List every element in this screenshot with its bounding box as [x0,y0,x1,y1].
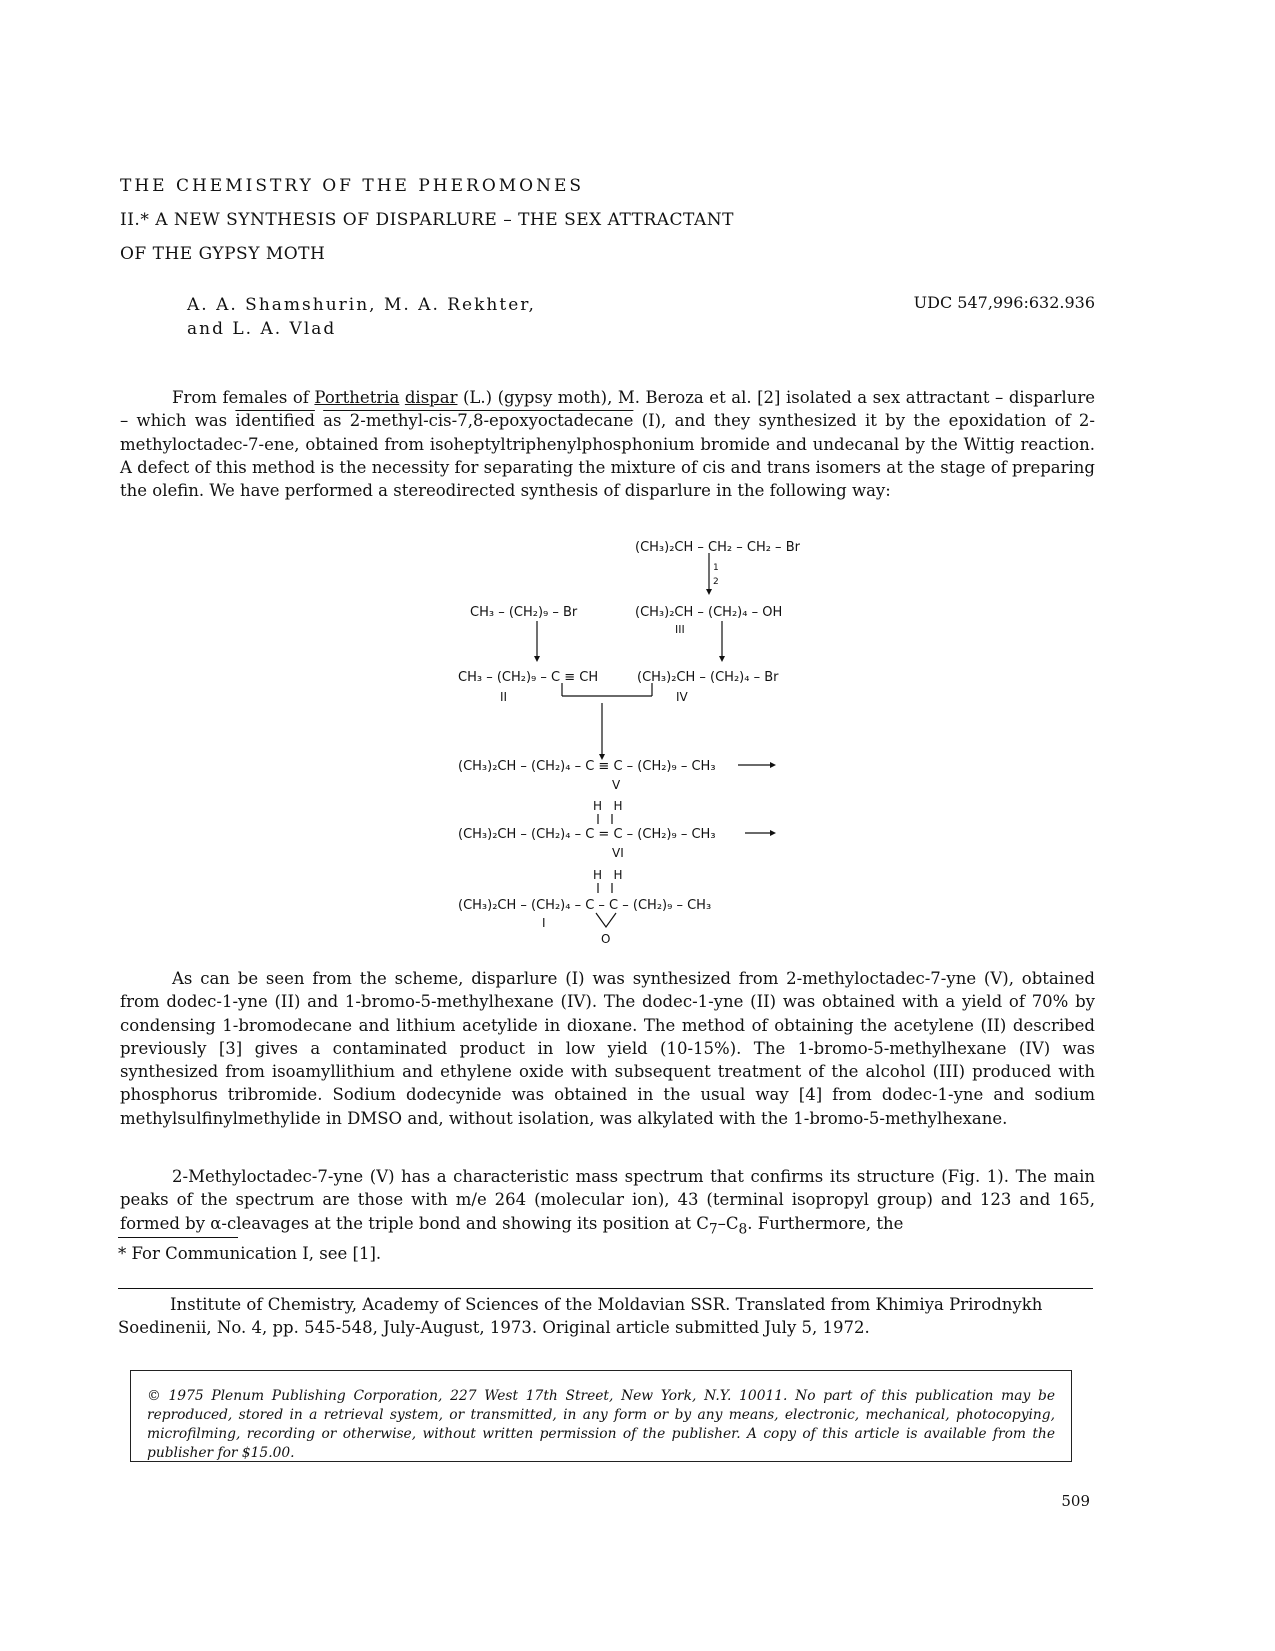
copyright-text: © 1975 Plenum Publishing Corporation, 227 West 17th Street, New York, N.Y. 10011. No part of this publication may be reproduced, stored in a retrieval system, or transmitted, in any form or by any means, electronic, mechanical, photocopying, microfilming, recording or otherwise, without written permission of the publisher. A copy of this article is available from the publisher for $15.00. [147,1388,1055,1461]
scheme-label-III: III [675,623,685,636]
scheme-label-VI: VI [612,846,624,860]
scheme-row-2a: CH₃ – (CH₂)₉ – Br [470,605,578,620]
intro-paragraph [120,386,1095,502]
article-title-line-1: II.* A NEW SYNTHESIS OF DISPARLURE – THE SEX ATTRACTANT [120,210,734,230]
scheme-step-1: 1 [713,563,719,573]
paragraph-3-text: 2-Methyloctadec-7-yne (V) has a characteristic mass spectrum that confirms its structure (Fig. 1). The main peaks of the spectrum are those with m/e 264 (molecular ion), 43 (terminal isopropyl group) and 123 and 165, formed by α-cleavages at the triple bond and showing its position at [120,1167,1095,1233]
institute-text: Institute of Chemistry, Academy of Sciences of the Moldavian SSR. Translated from Khimiya Prirodnykh Soedinenii, No. 4, pp. 545-548, July-August, 1973. Original article submitted July 5, 1972. [118,1295,1043,1337]
paragraph-2-text: As can be seen from the scheme, disparlure (I) was synthesized from 2-methyloctadec-7-yne (V), obtained from dodec-1-yne (II) and 1-bromo-5-methylhexane (IV). The dodec-1-yne (II) was obtained with a yield of 70% by condensing 1-bromodecane and lithium acetylide in dioxane. The method of obtaining the acetylene (II) described previously [3] gives a contaminated product in low yield (10-15%). The 1-bromo-5-methylhexane (IV) was synthesized from isoamyllithium and ethylene oxide with subsequent treatment of the alcohol (III) produced with phosphorus tribromide. Sodium dodecynide was obtained in the usual way [4] from dodec-1-yne and sodium methylsulfinylmethylide in DMSO and, without isolation, was alkylated with the 1-bromo-5-methylhexane. [120,969,1095,1128]
page-number: 509 [1061,1492,1090,1510]
scheme-row-5: (CH₃)₂CH – (CH₂)₄ – C = C – (CH₂)₉ – CH₃ [458,827,716,842]
scheme-row-1: (CH₃)₂CH – CH₂ – CH₂ – Br [635,540,800,555]
paragraph-3 [120,1165,1095,1241]
intro-text-3: (L.) (gypsy moth), M. Beroza et al. [2] isolated a sex attractant – disparlure – which was [120,388,1095,431]
footnote: * For Communication I, see [1]. [118,1244,382,1263]
intro-text-5: (I), and they synthesized it by the epoxidation of 2-methyloctadec-7-ene, obtained from isoheptyltriphenylphosphonium bromide and undecanal by the Wittig reaction. A defect of this method is the necessity for separating the mixture of cis and trans isomers at the stage of preparing the olefin. We have performed a stereodirected synthesis of disparlure in the following way: [120,411,1095,501]
institute-divider [118,1288,1093,1289]
scheme-hh-2: H H [593,868,623,882]
synthesis-scheme [440,533,820,953]
carbon-b: C [725,1213,739,1233]
genus-name: Porthetria [314,388,400,407]
udc-code: UDC 547,996:632.936 [913,293,1095,312]
scheme-label-II: II [500,690,508,704]
scheme-oxygen: O [601,932,611,946]
scheme-label-V: V [612,778,621,792]
authors [187,293,536,341]
series-title: THE CHEMISTRY OF THE PHEROMONES [120,176,585,196]
scheme-label-I: I [542,916,546,930]
scheme-row-4: (CH₃)₂CH – (CH₂)₄ – C ≡ C – (CH₂)₉ – CH₃ [458,759,716,774]
institute-note [118,1293,1093,1339]
footnote-divider [118,1237,238,1238]
scheme-row-2b: (CH₃)₂CH – (CH₂)₄ – OH [635,605,783,620]
subscript-7: 7 [708,1220,718,1237]
article-title-line-2: OF THE GYPSY MOTH [120,244,326,264]
scheme-row-3a: CH₃ – (CH₂)₉ – C ≡ CH [458,670,599,685]
carbon-a: C [696,1213,709,1233]
copyright-box [130,1370,1072,1462]
intro-overlined-1: identified [235,411,315,431]
scheme-row-3b: (CH₃)₂CH – (CH₂)₄ – Br [637,670,779,685]
subscript-8: 8 [738,1220,748,1237]
scheme-step-2: 2 [713,577,719,587]
paragraph-3-tail: . Furthermore, the [747,1213,904,1233]
authors-line-1: A. A. Shamshurin, M. A. Rekhter, [187,295,536,315]
paragraph-2 [120,967,1095,1130]
intro-text-4 [315,411,323,430]
scheme-label-IV: IV [676,690,688,704]
authors-line-2: and L. A. Vlad [187,319,337,339]
intro-overlined-2: as 2-methyl-cis-7,8-epoxyoctadecane [323,411,634,431]
intro-text-1: From females of [172,388,315,407]
species-name: dispar [404,388,458,407]
carbon-dash: – [717,1213,726,1233]
scheme-row-6: (CH₃)₂CH – (CH₂)₄ – C – C – (CH₂)₉ – CH₃ [458,898,712,913]
scheme-hh-1: H H [593,799,623,813]
